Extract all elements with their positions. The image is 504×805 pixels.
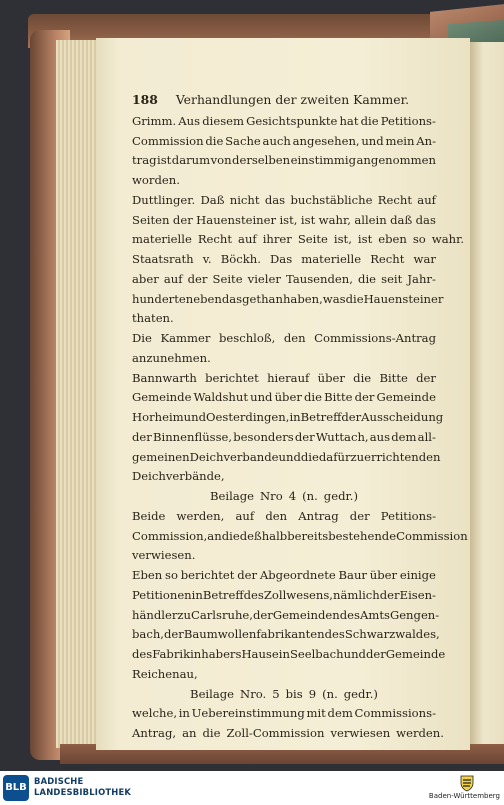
text-line: des Fabrikinhabers Hause in Seelbach und der Gemeinde xyxy=(132,647,446,661)
text-line: Gemeinde Waldshut und über die Bitte der Gemeinde xyxy=(132,390,436,405)
page-text xyxy=(132,90,468,744)
page-header xyxy=(132,90,436,110)
text-line: Commission, an die deßhalb bereits bestehende Commission xyxy=(132,528,468,543)
text-line: hunderten eben das gethan haben, was die Hauensteiner xyxy=(132,291,444,306)
text-line: bach, der Baumwollenfabrikanten des Schwarzwaldes, xyxy=(132,627,440,642)
text-line: Bannwarth berichtet hierauf über die Bitte der xyxy=(132,370,436,385)
library-name-line1: BADISCHE xyxy=(34,776,84,786)
text-line: händler zu Carlsruhe, der Gemeinden des Amts Gengen- xyxy=(132,607,440,622)
library-name xyxy=(34,776,131,798)
library-name-line2: LANDESBIBLIOTHEK xyxy=(34,787,132,797)
page-edges xyxy=(56,40,100,748)
text-line: Seiten der Hauensteiner ist, ist wahr, allein daß das xyxy=(132,212,436,227)
text-line: gemeinen Deichverbande und die dafür zu errichtenden xyxy=(132,449,441,464)
text-line: Grimm. Aus diesem Gesichtspunkte hat die Petitions- xyxy=(132,113,436,128)
text-line: Reichenau, xyxy=(132,666,198,681)
running-title: Verhandlungen der zweiten Kammer. xyxy=(175,92,410,107)
text-line: anzunehmen. xyxy=(132,350,211,365)
text-line: trag ist darum von derselben einstimmig angenommen xyxy=(132,153,436,168)
text-line: materielle Recht auf ihrer Seite ist, ist eben so wahr. xyxy=(132,232,465,247)
text-line: Commission die Sache auch angesehen, und mein An- xyxy=(132,133,436,148)
text-line: Beide werden, auf den Antrag der Petitions- xyxy=(132,508,436,523)
text-line: aber auf der Seite vieler Tausenden, die seit Jahr- xyxy=(132,271,436,286)
text-line: Deichverbände, xyxy=(132,469,225,484)
viewer-footer xyxy=(0,771,504,805)
text-line: Die Kammer beschloß, den Commissions-Antrag xyxy=(132,331,436,345)
text-line: Staatsrath v. Böckh. Das materielle Recht war xyxy=(132,252,436,266)
blb-logo: BLB xyxy=(3,775,29,801)
text-line: worden. xyxy=(132,173,180,187)
text-line: Beilage Nro 4 (n. gedr.) xyxy=(210,489,358,503)
facing-page-edge xyxy=(470,42,504,750)
body-text xyxy=(132,112,468,744)
coat-of-arms-icon xyxy=(458,774,476,792)
text-line: thaten. xyxy=(132,311,174,326)
text-line: Antrag, an die Zoll-Commission verwiesen werden. xyxy=(132,726,444,740)
text-line: Beilage Nro. 5 bis 9 (n. gedr.) xyxy=(190,686,378,701)
text-line: Petitionen in Betreff des Zollwesens, nämlich der Eisen- xyxy=(132,587,436,602)
text-line: verwiesen. xyxy=(132,548,196,563)
state-label: Baden-Württemberg xyxy=(428,792,500,800)
text-line: der Binnenflüsse, besonders der Wuttach, aus dem all- xyxy=(132,429,436,444)
text-line: Duttlinger. Daß nicht das buchstäbliche Recht auf xyxy=(132,192,436,207)
page-number: 188 xyxy=(132,92,158,107)
text-line: Eben so berichtet der Abgeordnete Baur über einige xyxy=(132,568,436,582)
text-line: Horheim und Oesterdingen, in Betreff der Ausscheidung xyxy=(132,410,444,424)
text-line: welche, in Uebereinstimmung mit dem Commissions- xyxy=(132,706,436,721)
